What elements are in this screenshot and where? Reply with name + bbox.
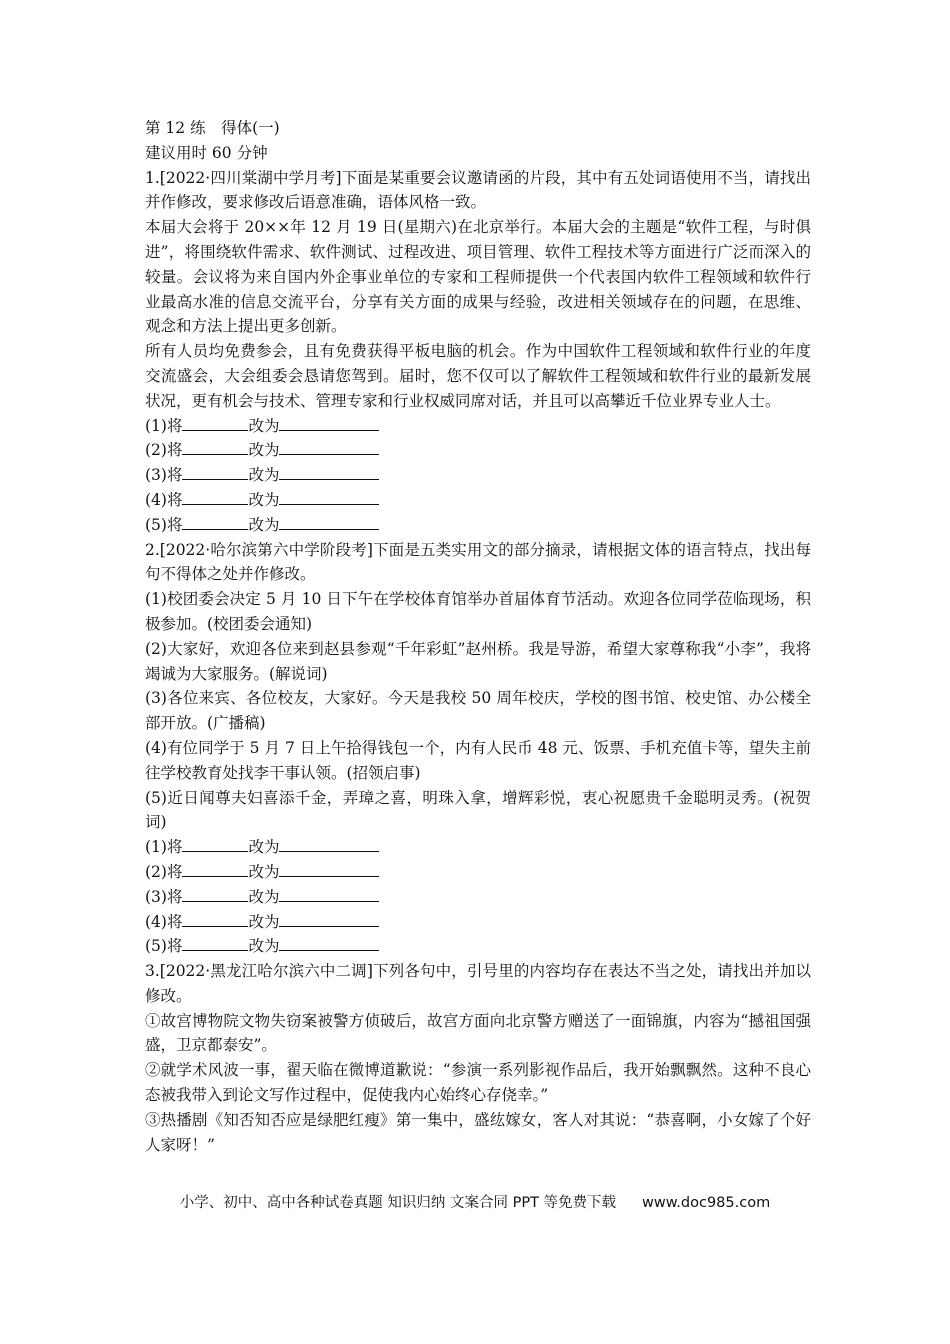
exercise-title: 第 12 练 得体(一) bbox=[145, 119, 280, 137]
q2-item-1: (1)校团委会决定 5 月 10 日下午在学校体育馆举办首届体育节活动。欢迎各位同学莅临现场，积极参加。(校团委会通知) bbox=[145, 590, 811, 633]
answer-blank[interactable] bbox=[182, 936, 248, 951]
page-footer bbox=[0, 1191, 950, 1212]
q1-passage-paragraph-1: 本届大会将于 20××年 12 月 19 日(星期六)在北京举行。本届大会的主题是“软件工程，与时俱进”，将围绕软件需求、软件测试、过程改进、项目管理、软件工程技术等方面进行广泛而深入的较量。会议将为来自国内外企事业单位的专家和工程师提供一个代表国内软件工程领域和软件行业最高水准的信息交流平台，分享有关方面的成果与经验，改进相关领域存在的问题，在思维、观念和方法上提出更多创新。 bbox=[145, 218, 811, 336]
q1-answer-4: (4)将 改为 bbox=[145, 488, 811, 513]
time-suggestion: 建议用时 60 分钟 bbox=[145, 143, 268, 162]
answer-blank[interactable] bbox=[182, 862, 248, 877]
q2-answer-3: (3)将 改为 bbox=[145, 885, 811, 910]
answer-blank[interactable] bbox=[279, 490, 379, 505]
answer-blank[interactable] bbox=[279, 862, 379, 877]
answer-blank[interactable] bbox=[182, 887, 248, 902]
q1-answer-5: (5)将 改为 bbox=[145, 513, 811, 538]
answer-blank[interactable] bbox=[182, 912, 248, 927]
footer-url[interactable]: www.doc985.com bbox=[642, 1195, 771, 1211]
answer-blank[interactable] bbox=[279, 416, 379, 431]
q2-answer-2: (2)将 改为 bbox=[145, 860, 811, 885]
q2-item-5: (5)近日闻尊夫妇喜添千金，弄璋之喜，明珠入拿，增辉彩悦，衷心祝愿贵千金聪明灵秀。(祝贺词) bbox=[145, 788, 811, 832]
worksheet-page bbox=[145, 116, 811, 1157]
q1-passage-paragraph-2: 所有人员均免费参会，且有免费获得平板电脑的机会。作为中国软件工程领域和软件行业的年度交流盛会，大会组委会恳请您驾到。届时，您不仅可以了解软件工程领域和软件行业的最新发展状况，更有机会与技术、管理专家和行业权威同席对话，并且可以高攀近千位业界专业人士。 bbox=[145, 342, 811, 410]
q1-answer-3: (3)将 改为 bbox=[145, 463, 811, 488]
q3-item-2: ②就学术风波一事，翟天临在微博道歉说：“参演一系列影视作品后，我开始飘飘然。这种不良心态被我带入到论文写作过程中，促使我内心始终心存侥幸。” bbox=[145, 1061, 811, 1105]
q3-item-1: ①故宫博物院文物失窃案被警方侦破后，故宫方面向北京警方赠送了一面锦旗，内容为“撼祖国强盛，卫京都泰安”。 bbox=[145, 1011, 811, 1055]
q1-answer-1: (1)将 改为 bbox=[145, 414, 811, 439]
q2-item-4: (4)有位同学于 5 月 7 日上午拾得钱包一个，内有人民币 48 元、饭票、手机充值卡等，望失主前往学校教育处找李干事认领。(招领启事) bbox=[145, 738, 811, 782]
answer-blank[interactable] bbox=[182, 837, 248, 852]
q2-prompt: 2.[2022·哈尔滨第六中学阶段考]下面是五类实用文的部分摘录，请根据文体的语言特点，找出每句不得体之处并作修改。 bbox=[145, 540, 811, 584]
answer-blank[interactable] bbox=[182, 515, 248, 530]
answer-blank[interactable] bbox=[279, 837, 379, 852]
q1-answer-2: (2)将 改为 bbox=[145, 438, 811, 463]
answer-blank[interactable] bbox=[182, 490, 248, 505]
answer-blank[interactable] bbox=[279, 887, 379, 902]
q1-prompt: 1.[2022·四川棠湖中学月考]下面是某重要会议邀请函的片段，其中有五处词语使用不当，请找出并作修改，要求修改后语意准确，语体风格一致。 bbox=[145, 168, 811, 212]
q2-answer-1: (1)将 改为 bbox=[145, 835, 811, 860]
answer-blank[interactable] bbox=[279, 465, 379, 480]
q3-item-3: ③热播剧《知否知否应是绿肥红瘦》第一集中，盛纮嫁女，客人对其说：“恭喜啊，小女嫁了个好人家呀！” bbox=[145, 1110, 811, 1154]
footer-text: 小学、初中、高中各种试卷真题 知识归纳 文案合同 PPT 等免费下载 bbox=[179, 1195, 617, 1211]
q2-answer-4: (4)将 改为 bbox=[145, 910, 811, 935]
answer-blank[interactable] bbox=[279, 440, 379, 455]
q3-prompt: 3.[2022·黑龙江哈尔滨六中二调]下列各句中，引号里的内容均存在表达不当之处，请找出并加以修改。 bbox=[145, 962, 811, 1005]
answer-blank[interactable] bbox=[279, 515, 379, 530]
q2-item-2: (2)大家好，欢迎各位来到赵县参观“千年彩虹”赵州桥。我是导游，希望大家尊称我“小李”，我将竭诚为大家服务。(解说词) bbox=[145, 639, 811, 683]
q2-answer-5: (5)将 改为 bbox=[145, 934, 811, 959]
q2-item-3: (3)各位来宾、各位校友，大家好。今天是我校 50 周年校庆，学校的图书馆、校史馆、办公楼全部开放。(广播稿) bbox=[145, 689, 811, 733]
answer-blank[interactable] bbox=[279, 936, 379, 951]
answer-blank[interactable] bbox=[182, 440, 248, 455]
answer-blank[interactable] bbox=[182, 465, 248, 480]
answer-blank[interactable] bbox=[279, 912, 379, 927]
answer-blank[interactable] bbox=[182, 416, 248, 431]
